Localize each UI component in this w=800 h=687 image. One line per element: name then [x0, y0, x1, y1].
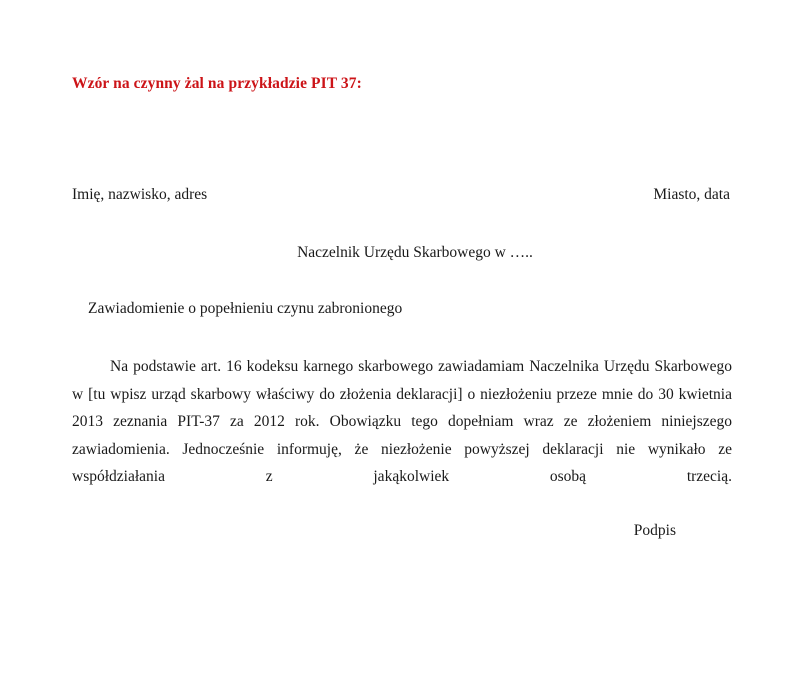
body-paragraph: Na podstawie art. 16 kodeksu karnego skarbowego zawiadamiam Naczelnika Urzędu Skarbowego w [tu wpisz urząd skarbowy właściwy do złożenia deklaracji] o niezłożeniu przeze mnie do 30 kwietnia 2013 zeznania PIT-37 za 2012 rok. Obowiązku tego dopełniam wraz ze złożeniem niniejszego zawiadomienia. Jednocześnie informuję, że niezłożenie powyższej deklaracji nie wynikało ze współdziałania z jakąkolwiek osobą trzecią. — [72, 358, 732, 485]
letter-header-row — [72, 185, 732, 206]
sender-address-block: Imię, nazwisko, adres — [72, 186, 208, 203]
subject-line: Zawiadomienie o popełnieniu czynu zabronionego — [88, 300, 403, 317]
place-and-date-block: Miasto, data — [653, 186, 730, 203]
signature-line: Podpis — [633, 522, 676, 539]
recipient-line: Naczelnik Urzędu Skarbowego w ….. — [297, 244, 533, 261]
document-heading: Wzór na czynny żal na przykładzie PIT 37: — [72, 75, 362, 92]
